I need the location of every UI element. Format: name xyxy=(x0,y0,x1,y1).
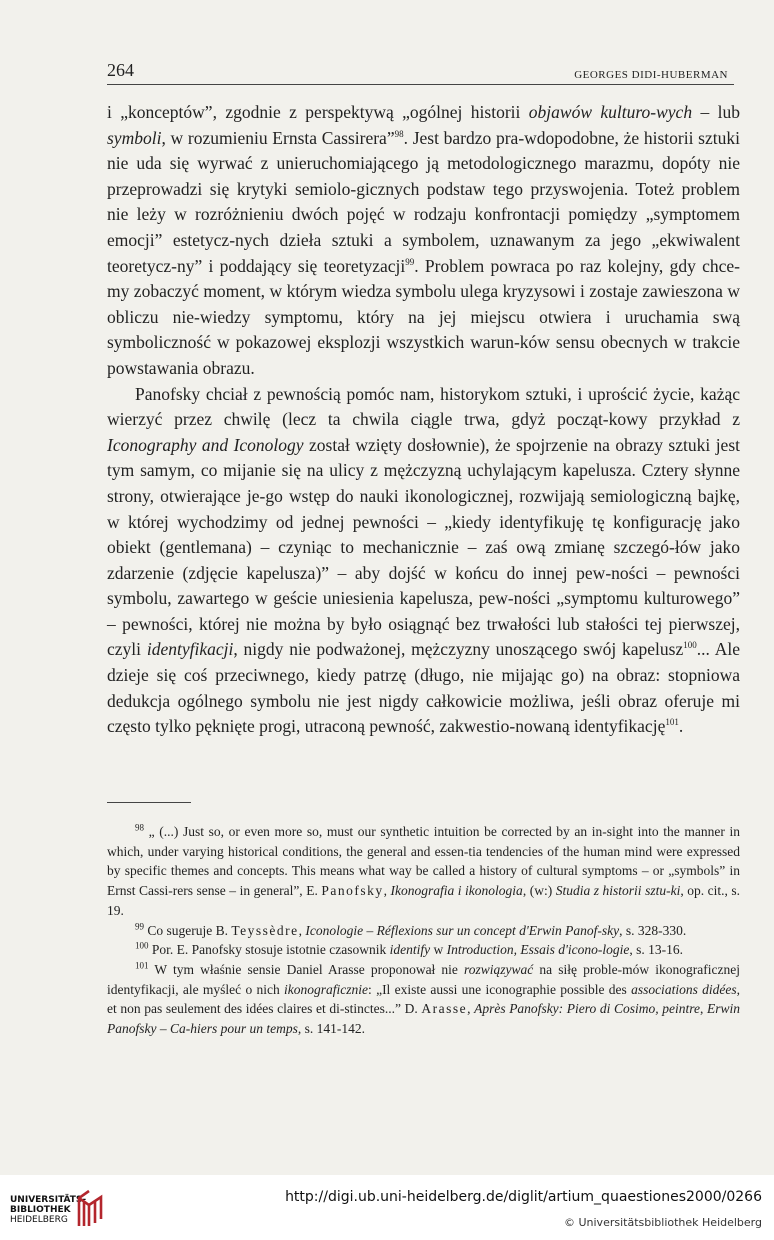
text-run: i „konceptów”, zgodnie z perspektywą „ogólnej historii xyxy=(107,102,529,122)
text-run: , op. cit., s. 19. xyxy=(107,883,741,918)
italic-run: objawów kulturo-wych xyxy=(528,102,693,122)
text-run: , s. 328-330. xyxy=(619,922,687,938)
footnote-ref: 101 xyxy=(135,960,149,971)
text-run: : „Il existe aussi une iconographie possible des xyxy=(368,981,632,997)
text-run: , xyxy=(383,883,391,899)
text-run: , nigdy nie podważonej, mężczyzny unoszącego swój kapelusz xyxy=(233,639,684,660)
copyright-notice: © Universitätsbibliothek Heidelberg xyxy=(563,1216,762,1229)
author-name: Arasse xyxy=(421,1001,468,1017)
footnote-ref: 101 xyxy=(665,717,679,728)
italic-run: Après Panofsky: Piero di Cosimo, peintre xyxy=(474,1001,701,1017)
footnote-101 xyxy=(107,960,740,1039)
italic-run: associations didées xyxy=(631,981,737,997)
italic-run: Studia z historii sztu-ki xyxy=(555,883,681,899)
footnote-ref: 100 xyxy=(135,940,149,951)
footnote-rule xyxy=(107,802,191,803)
text-run: został wzięty dosłownie), że spojrzenie na obrazy sztuki jest tym samym, co mijanie się na ulicy z mężczyzną uchylającym kapelusza. Cztery słynne strony, otwierające je-go wstęp do nauki ikonologicznej, rozwijają semiologiczną bajkę, w której wychodzimy od jednej pewności – „kiedy identyfikuję tę konfigurację jako obiekt (gentlemana) – czyniąc to mechanicznie – zaś ową zmianę szczegó-łów jako zdarzenie (zdjęcie kapelusza)” – aby dojść w końcu do innej pew-ności – pewności symbolu, zawartego w geście uniesienia kapelusza, pew-ności „symptomu kulturowego” – pewności, której nie można by było osiągnąć bez trwałości lub stałości tej pierwszej, czyli xyxy=(107,434,740,660)
italic-run: Erwin Panofsky – Ca-hiers pour un temps xyxy=(107,1001,741,1037)
page-header xyxy=(107,60,734,85)
text-run: . Jest bardzo pra-wdopodobne, że historii sztuki nie uda się wyrwać z unieruchomiającego ją metodologicznego marazmu, dopóty nie przeprowadzi się krytyki semiolo-gicznych podstaw tego przyswojenia. Toteż problem nie leży w rozróżnieniu dwóch pojęć w rodzaju konfrontacji pomiędzy „symptomem emocji” estetycz-nych dzieła sztuki a symbolem, uznawanym za jego „ekwiwalent teoretycz-ny” i poddający się teoretyzacji xyxy=(107,127,740,276)
footnote-100 xyxy=(107,940,740,960)
text-run: Panofsky chciał z pewnością pomóc nam, historykom sztuki, i uprościć życie, każąc wierzyć przez chwilę (lecz ta chwila ciągle trwa, gdyż począt-kowy przykład z xyxy=(107,383,740,430)
paragraph-1 xyxy=(107,100,740,382)
text-run: W tym właśnie sensie Daniel Arasse proponował nie xyxy=(148,961,465,977)
author-name: Panofsky xyxy=(321,883,384,899)
italic-run: Ikonografia i ikonologia xyxy=(390,883,523,899)
author-name: Teyssèdre xyxy=(231,922,299,938)
italic-run: Introduction, Essais d'icono-logie xyxy=(446,942,630,958)
library-name-line-2: BIBLIOTHEK xyxy=(10,1205,71,1215)
text-run: na siłę proble-mów ikonograficznej identyfikacji, ale myśleć o nich xyxy=(107,961,740,997)
footnote-ref: 99 xyxy=(405,256,415,267)
footnote-ref: 99 xyxy=(135,921,144,932)
italic-run: rozwiązywać xyxy=(464,961,534,977)
footnote-ref: 98 xyxy=(394,128,404,139)
digitization-footer xyxy=(0,1175,774,1240)
paragraph-2 xyxy=(107,382,740,740)
text-run: „ (...) Just so, or even more so, must our synthetic intuition be corrected by an in-sight into the manner in which, under varying historical conditions, the general and essen-tia tendencies of the human mind were expressed by specific themes and concepts. This means what way be called a history of cultural symptoms – or „symbols” in Ernst Cassi-rers sense – in general”, E. xyxy=(107,824,740,899)
source-url-link[interactable]: http://digi.ub.uni-heidelberg.de/diglit/artium_quaestiones2000/0266 xyxy=(285,1189,762,1205)
text-run: Por. E. Panofsky stosuje istotnie czasownik xyxy=(148,942,390,958)
ub-heidelberg-logo-icon xyxy=(75,1189,105,1227)
text-run: , (w:) xyxy=(522,883,556,899)
text-run: , s. 13-16. xyxy=(629,942,683,958)
text-run: . Problem powraca po raz kolejny, gdy chce-my zobaczyć moment, w którym wiedza symbolu ulega kryzysowi i zostaje zawieszona w obliczu nie-wiedzy symptomu, który na jej miejscu otwiera i uruchamia swą symboliczność w pokazowej eksplozji wszystkich warun-ków sensu obecnych w trakcie powstawania obrazu. xyxy=(107,255,741,378)
italic-run: ikonograficznie xyxy=(284,981,369,997)
text-run: , w rozumieniu Ernsta Cassirera” xyxy=(161,127,395,148)
text-run: , xyxy=(467,1001,475,1017)
italic-run: identify xyxy=(389,942,431,958)
footnotes xyxy=(107,822,740,1039)
footnote-ref: 98 xyxy=(135,822,144,833)
text-run: , xyxy=(700,1001,708,1017)
italic-run: symboli xyxy=(107,127,162,148)
text-run: ... Ale dzieje się coś przeciwnego, kiedy patrzę (długo, nie mijając go) na obraz: stopniowa dedukcja ogólnego symbolu nie jest nigdy całkowicie możliwa, jeśli obraz oferuje mi często tylko pęknięte progi, utraconą pewność, zakwestio-nowaną identyfikację xyxy=(107,639,740,737)
italic-run: Iconologie – Réflexions sur un concept d'Erwin Panof-sky xyxy=(305,922,620,938)
text-run: , xyxy=(298,922,306,938)
text-run: – lub xyxy=(692,102,740,122)
footnote-99 xyxy=(107,921,740,941)
text-run: , et non pas seulement des idées claires et di-stinctes...” D. xyxy=(107,981,740,1017)
library-name-line-3: HEIDELBERG xyxy=(10,1215,68,1225)
footnote-ref: 100 xyxy=(683,640,697,651)
library-name-line-1: UNIVERSITÄTS- xyxy=(10,1195,87,1205)
text-run: w xyxy=(430,942,447,958)
text-run: , s. 141-142. xyxy=(297,1021,365,1037)
running-head: GEORGES DIDI-HUBERMAN xyxy=(574,69,728,81)
footnote-98 xyxy=(107,822,740,921)
logo-strokes xyxy=(79,1191,101,1226)
text-run: . xyxy=(678,716,684,737)
page-number: 264 xyxy=(107,60,134,80)
main-text xyxy=(107,100,740,740)
italic-run: Iconography and Iconology xyxy=(107,434,304,455)
italic-run: identyfikacji xyxy=(146,639,234,660)
text-run: Co sugeruje B. xyxy=(144,922,232,938)
